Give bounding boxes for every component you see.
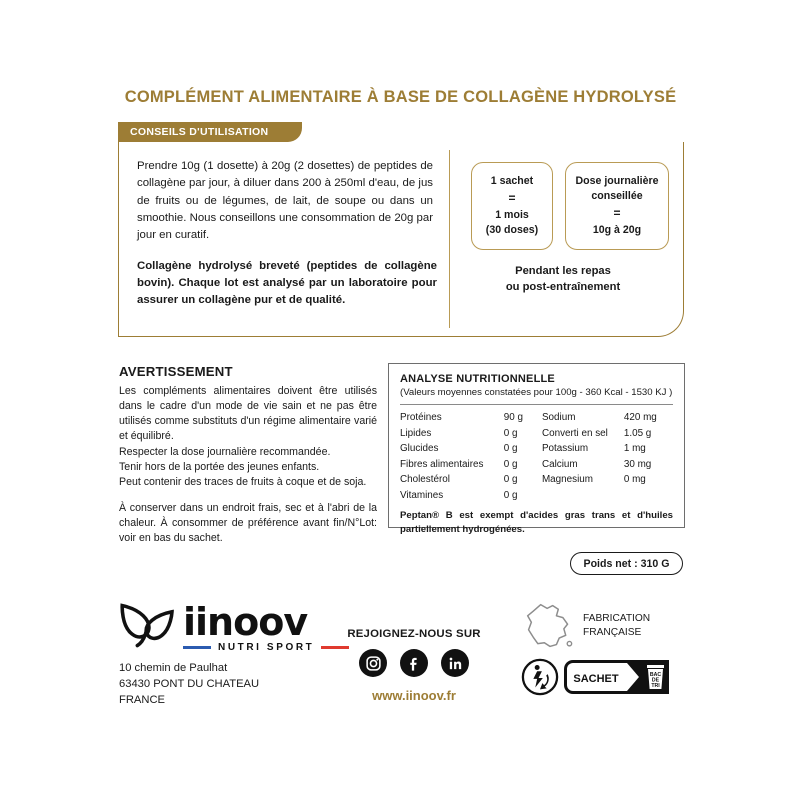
website-url[interactable]: www.iinoov.fr — [372, 688, 456, 703]
nutrition-divider — [400, 404, 673, 405]
avertissement-paragraph-4: Peut contenir des traces de fruits à coque et de soja. — [119, 475, 367, 488]
avertissement-spacer — [119, 490, 377, 501]
address-line-1: 10 chemin de Paulhat — [119, 662, 228, 675]
dosage-box-sachet-line2: 1 mois — [495, 209, 529, 222]
svg-text:BAC: BAC — [649, 672, 662, 678]
nutrient-value: 0 g — [503, 458, 518, 470]
svg-text:TRI: TRI — [651, 683, 660, 689]
avertissement-heading: AVERTISSEMENT — [119, 364, 233, 379]
dosage-timing-note — [453, 264, 673, 295]
avertissement-paragraph-1: Les compléments alimentaires doivent être utilisés dans le cadre d'un mode de vie sain et ne pas être utilisés comme substituts d'un régime alimentaire varié et équilibré. — [119, 385, 377, 443]
blue-bar-icon — [183, 646, 211, 650]
dosage-box-daily-line2: conseillée — [591, 189, 643, 202]
dosage-timing-line2: ou post-entraînement — [505, 280, 621, 293]
mineral-value: 1 mg — [623, 443, 646, 455]
table-row — [400, 457, 673, 473]
nutrient-name: Lipides — [400, 427, 432, 439]
sachet-recycling-badge — [563, 659, 671, 695]
brand-tagline: NUTRI SPORT — [218, 642, 315, 654]
mineral-value: 420 mg — [623, 412, 657, 424]
nutrient-value: 0 g — [503, 427, 518, 439]
instagram-icon[interactable] — [359, 649, 387, 677]
mineral-value: 0 mg — [623, 474, 646, 486]
dosage-box-daily-line3: 10g à 20g — [592, 224, 642, 237]
social-icon-row — [328, 649, 500, 677]
nutrient-name: Fibres alimentaires — [400, 458, 484, 470]
dosage-box-daily-line1: Dose journalière — [575, 174, 659, 187]
mineral-name: Calcium — [541, 458, 578, 470]
dosage-box-sachet-equals: = — [508, 190, 516, 205]
table-row — [400, 472, 673, 488]
net-weight-badge: Poids net : 310 G — [570, 552, 683, 575]
mineral-name — [542, 488, 624, 504]
mineral-name: Magnesium — [541, 474, 593, 486]
brand-wordmark: iinoov — [183, 600, 308, 644]
facebook-icon[interactable] — [400, 649, 428, 677]
certification-section — [521, 600, 691, 696]
brand-block — [119, 602, 349, 709]
address-line-2: 63430 PONT DU CHATEAU — [119, 678, 260, 690]
mineral-value: 1.05 g — [623, 427, 652, 439]
dosage-box-daily — [565, 162, 669, 250]
nutrition-subheading: (Valeurs moyennes constatées pour 100g - 360 Kcal - 1530 KJ ) — [400, 387, 673, 398]
france-map-icon — [521, 600, 577, 652]
avertissement-paragraph-3: Tenir hors de la portée des jeunes enfants. — [119, 460, 320, 473]
address-line-3: FRANCE — [119, 693, 165, 706]
mineral-value — [624, 488, 673, 504]
nutrition-peptan-note: Peptan® B est exempt d'acides gras trans et d'huiles partiellement hydrogénées. — [400, 510, 673, 535]
nutrition-facts-box — [388, 363, 685, 535]
nutrient-value: 0 g — [503, 474, 518, 486]
linkedin-icon[interactable] — [441, 649, 469, 677]
nutrient-name: Cholestérol — [400, 474, 450, 486]
dosage-box-sachet — [471, 162, 553, 250]
conseils-utilisation-section — [118, 122, 684, 337]
dosage-timing-line1: Pendant les repas — [515, 265, 611, 277]
mineral-name: Potassium — [541, 443, 589, 455]
table-row — [400, 441, 673, 457]
dosage-box-sachet-line1: 1 sachet — [490, 174, 534, 187]
conseils-panel — [118, 142, 684, 337]
social-section — [328, 628, 500, 703]
panel-vertical-divider — [449, 150, 450, 328]
mineral-name: Sodium — [541, 412, 576, 424]
table-row — [400, 488, 673, 504]
nutrient-name: Glucides — [400, 443, 439, 455]
mineral-name: Converti en sel — [541, 427, 608, 439]
certification-line-1: FABRICATION — [583, 613, 651, 625]
svg-text:DE: DE — [651, 677, 660, 684]
nutrition-heading: ANALYSE NUTRITIONNELLE — [400, 373, 555, 385]
triman-icon — [521, 658, 559, 696]
triman-recycling-block — [521, 658, 691, 696]
nutrient-name: Vitamines — [400, 489, 444, 501]
nutrient-value: 0 g — [503, 489, 518, 501]
nutrition-table — [400, 410, 673, 503]
avertissement-paragraph-2: Respecter la dose journalière recommandée. — [119, 445, 331, 458]
conseils-tab-label: CONSEILS D'UTILISATION — [118, 122, 302, 142]
nutrient-value: 0 g — [503, 443, 518, 455]
brand-address — [119, 661, 349, 709]
table-row — [400, 426, 673, 442]
certification-text — [583, 612, 650, 640]
table-row — [400, 410, 673, 426]
dosage-box-sachet-line3: (30 doses) — [485, 224, 539, 237]
mineral-value: 30 mg — [623, 458, 652, 470]
avertissement-storage-note: À conserver dans un endroit frais, sec et à l'abri de la chaleur. À consommer de préférence avant fin/N°Lot: voir en bas du sachet. — [119, 501, 377, 545]
avertissement-section — [119, 364, 377, 546]
certification-line-2: FRANÇAISE — [583, 627, 642, 638]
nutrient-value: 90 g — [503, 412, 523, 424]
sachet-label: SACHET — [573, 673, 619, 685]
page-title: COMPLÉMENT ALIMENTAIRE À BASE DE COLLAGÈNE HYDROLYSÉ — [124, 88, 677, 106]
nutrient-name: Protéines — [400, 412, 442, 424]
usage-quality-statement: Collagène hydrolysé breveté (peptides de collagène bovin). Chaque lot est analysé par un laboratoire pour assurer un collagène pur et de qualité. — [137, 260, 437, 307]
usage-instructions: Prendre 10g (1 dosette) à 20g (2 dosettes) de peptides de collagène par jour, à diluer dans 200 à 250ml d'eau, de jus de fruits ou de légumes, de lait, de soupe ou dans un smoothie. Nous conseillons une consommation de 20g par jour en curatif. — [137, 160, 433, 242]
social-heading: REJOIGNEZ-NOUS SUR — [347, 628, 481, 640]
leaf-logo-icon — [119, 602, 177, 650]
dosage-box-daily-equals: = — [613, 205, 621, 220]
